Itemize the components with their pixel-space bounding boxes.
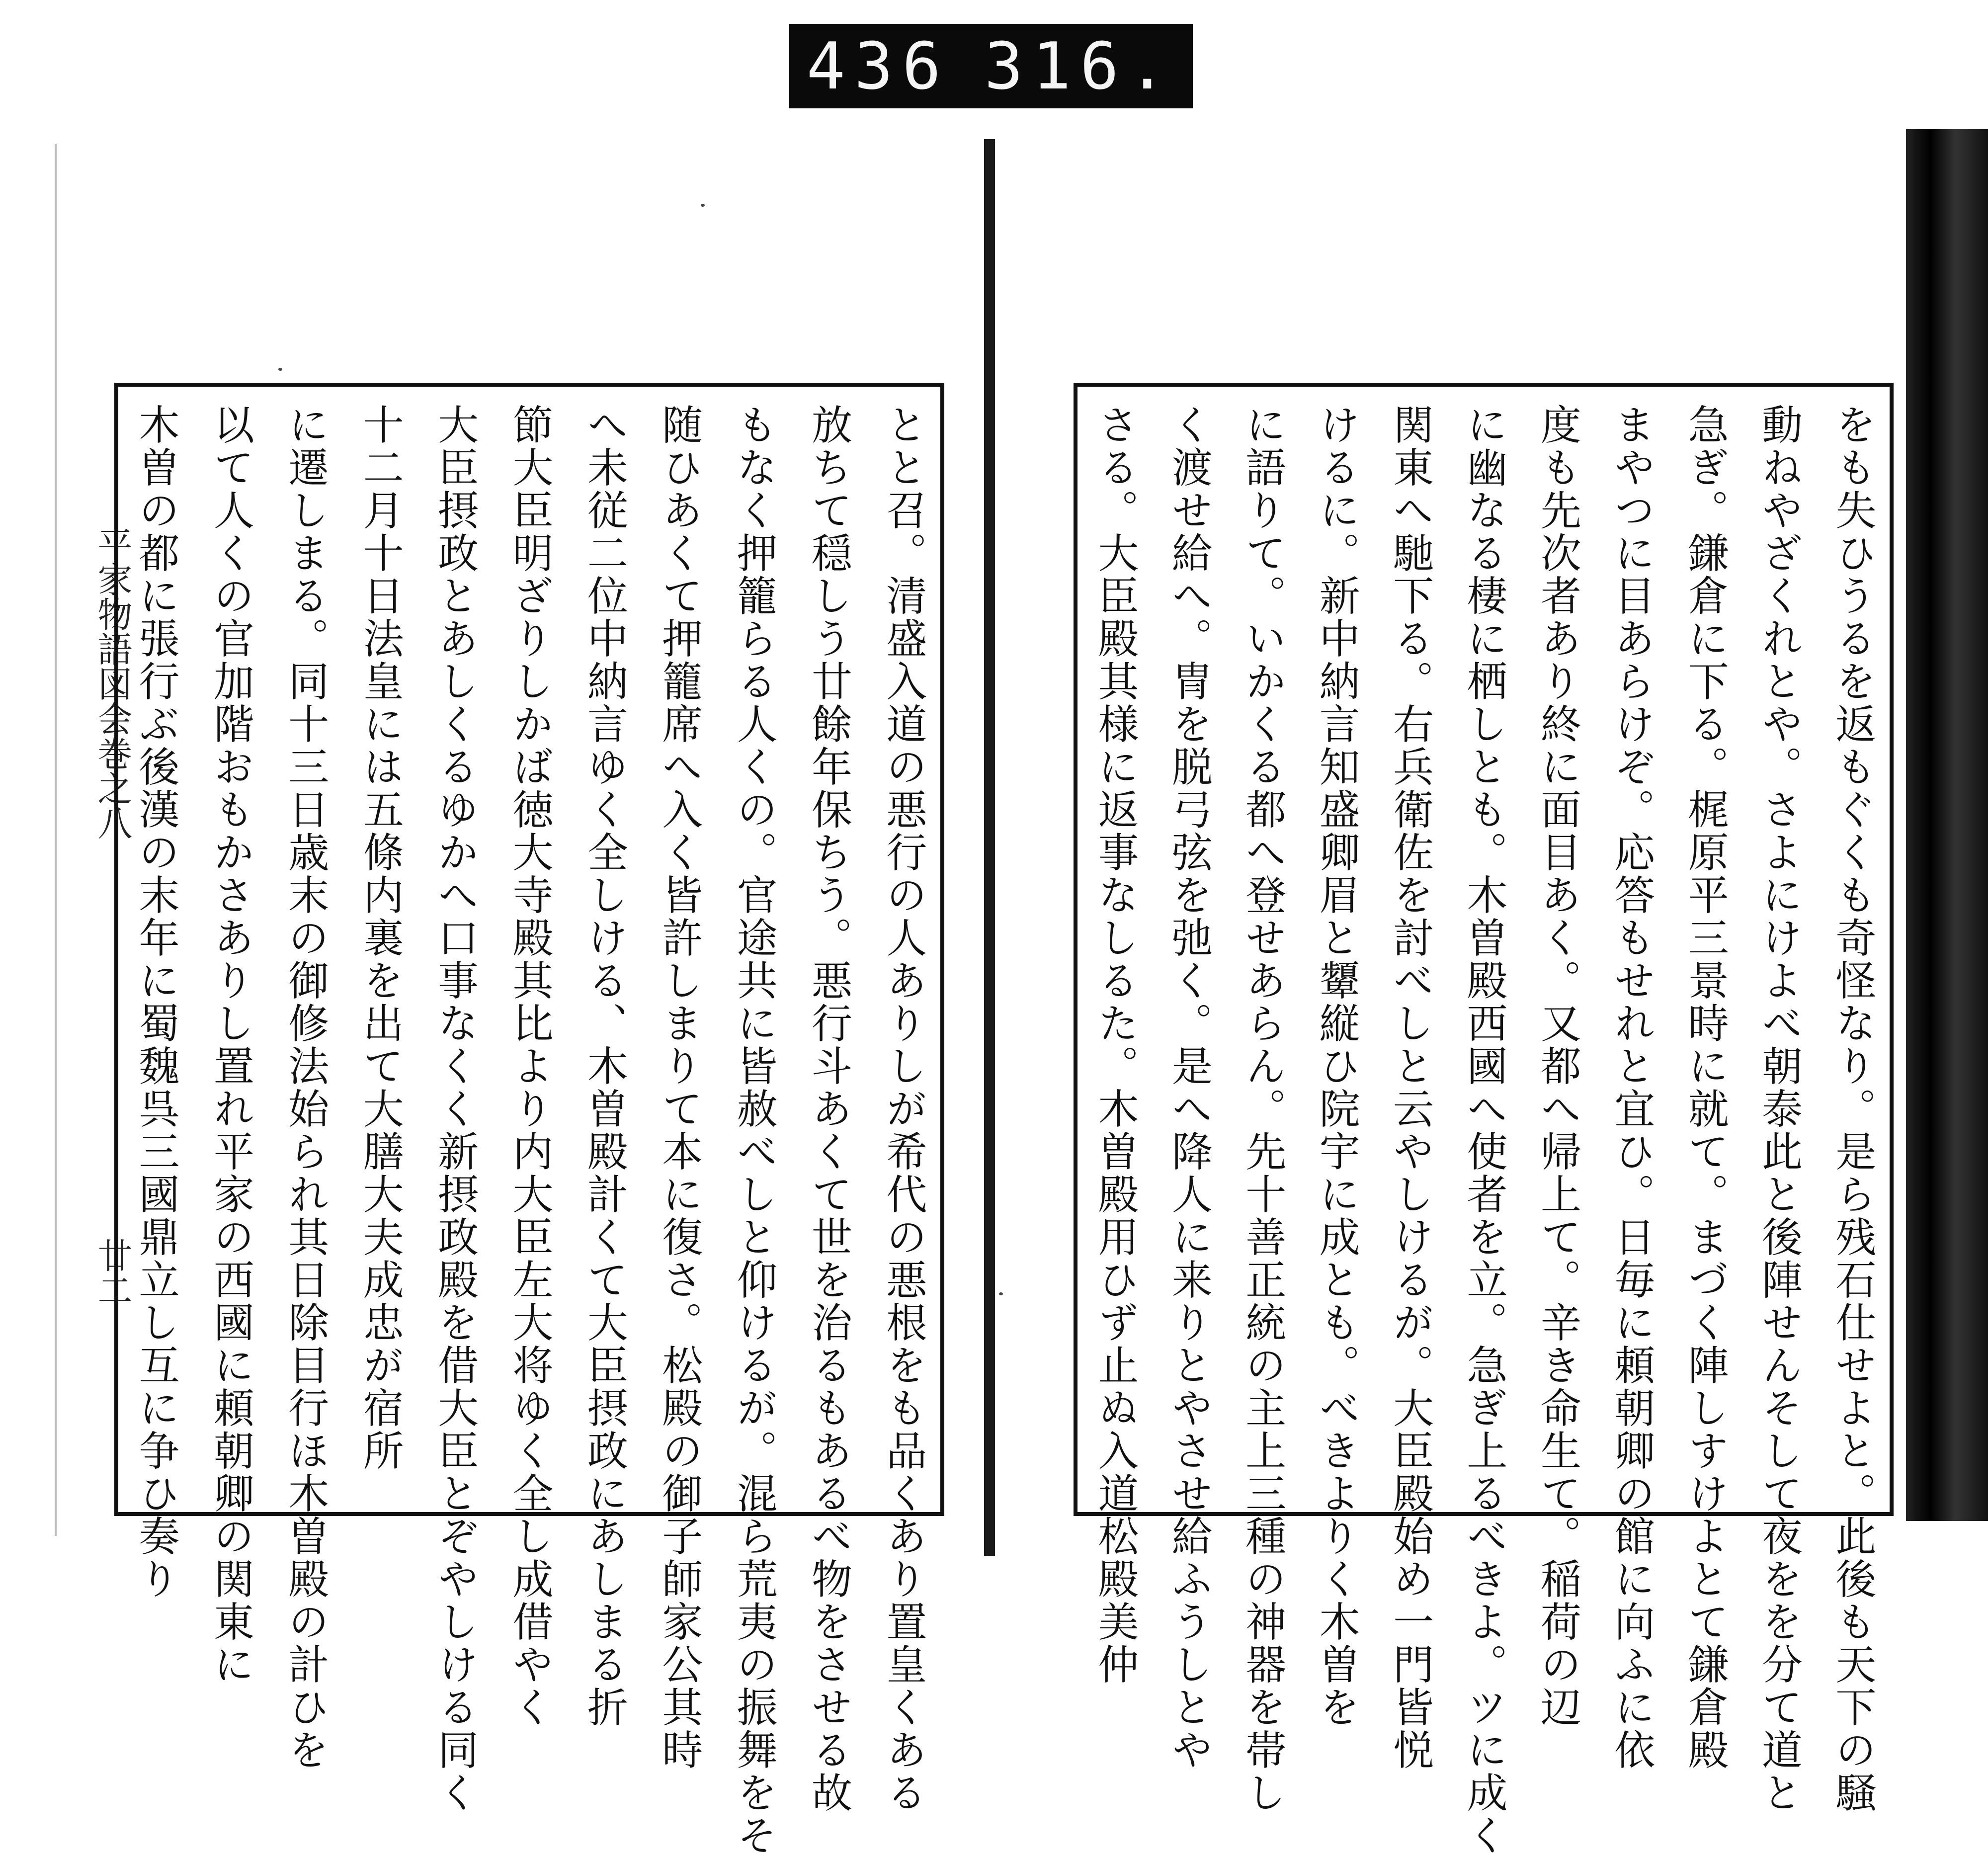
text-column: けるに。新中納言知盛卿眉と顰縦ひ院宇に成とも。べきよりく木曽を <box>1313 404 1360 1729</box>
text-column: 度も先次者あり終に面目あく。又都へ帰上て。辛き命生て。稲荷の辺 <box>1534 404 1581 1729</box>
text-column: く渡せ給へ。冑を脱弓弦を弛く。是へ降人に来りとやさせ給ふうしとや <box>1165 404 1213 1772</box>
text-column: 放ちて穏しう廿餘年保ちう。悪行斗あくて世を治るもあるべ物をさせる故 <box>805 404 852 1814</box>
text-column: へ未従二位中納言ゆく全しける、木曽殿計くて大臣摂政にあしまる折 <box>580 404 628 1729</box>
page-number: 廿二 <box>92 1238 133 1307</box>
paper-speck <box>999 1292 1003 1295</box>
text-column: 以て人くの官加階おもかさありし置れ平家の西國に頼朝卿の関東に <box>207 404 254 1686</box>
paper-speck <box>701 204 705 207</box>
label-left-number: 436 <box>806 28 950 104</box>
paper-speck <box>278 368 282 371</box>
text-column: 随ひあくて押籠席へ入く皆許しまりて本に復さ。松殿の御子師家公其時 <box>655 404 703 1772</box>
text-column: 急ぎ。鎌倉に下る。梶原平三景時に就て。まづく陣しすけよとて鎌倉殿 <box>1681 404 1729 1772</box>
text-column: まやつに目あらけぞ。応答もせれと宜ひ。日毎に頼朝卿の館に向ふに依 <box>1607 404 1655 1772</box>
text-column: とと召。清盛入道の悪行の人ありしが希代の悪根をも品くあり置皇くある <box>879 404 927 1814</box>
margin-title: 平家物語図会巻之八 <box>92 527 133 840</box>
text-column: 関東へ馳下る。右兵衛佐を討べしと云やしけるが。大臣殿始め一門皆悦 <box>1386 404 1434 1772</box>
right-text-frame <box>1074 383 1894 1857</box>
book-edge <box>1906 129 1988 1521</box>
text-column: に語りて。いかくる都へ登せあらん。先十善正統の主上三種の神器を帯し <box>1239 404 1286 1814</box>
text-column: に幽なる棲に栖しとも。木曽殿西國へ使者を立。急ぎ上るべきよ。ツに成く <box>1460 404 1507 1857</box>
shelf-label <box>789 24 1193 108</box>
text-column: をも失ひうるを返もぐくも奇怪なり。是ら残石仕せよと。此後も天下の騒 <box>1828 404 1876 1814</box>
book-spine <box>984 139 995 1556</box>
text-column: に遷しまる。同十三日歳末の御修法始られ其日除目行ほ木曽殿の計ひを <box>281 404 329 1772</box>
text-column: 動ねやざくれとや。さよにけよべ朝泰此と後陣せんそして夜をを分て道と <box>1755 404 1803 1814</box>
text-column: 木曽の都に張行ぶ後漢の末年に蜀魏呉三國鼎立し互に争ひ奏り <box>132 404 179 1601</box>
text-column: さる。大臣殿其様に返事なしるた。木曽殿用ひず止ぬ入道松殿美仲 <box>1091 404 1139 1686</box>
label-right-number: 316. <box>984 28 1176 104</box>
text-column: 大臣摂政とあしくるゆかへ口事なくく新摂政殿を借大臣とぞやしける同く <box>431 404 479 1814</box>
text-column: もなく押籠らる人くの。官途共に皆赦べしと仰けるが。混ら荒夷の振舞をそ <box>730 404 778 1857</box>
left-text-frame <box>114 383 944 1857</box>
text-column: 節大臣明ざりしかば徳大寺殿其比より内大臣左大将ゆく全し成借やく <box>505 404 553 1729</box>
text-column: 十二月十日法皇には五條内裏を出て大膳大夫成忠が宿所 <box>356 404 404 1472</box>
